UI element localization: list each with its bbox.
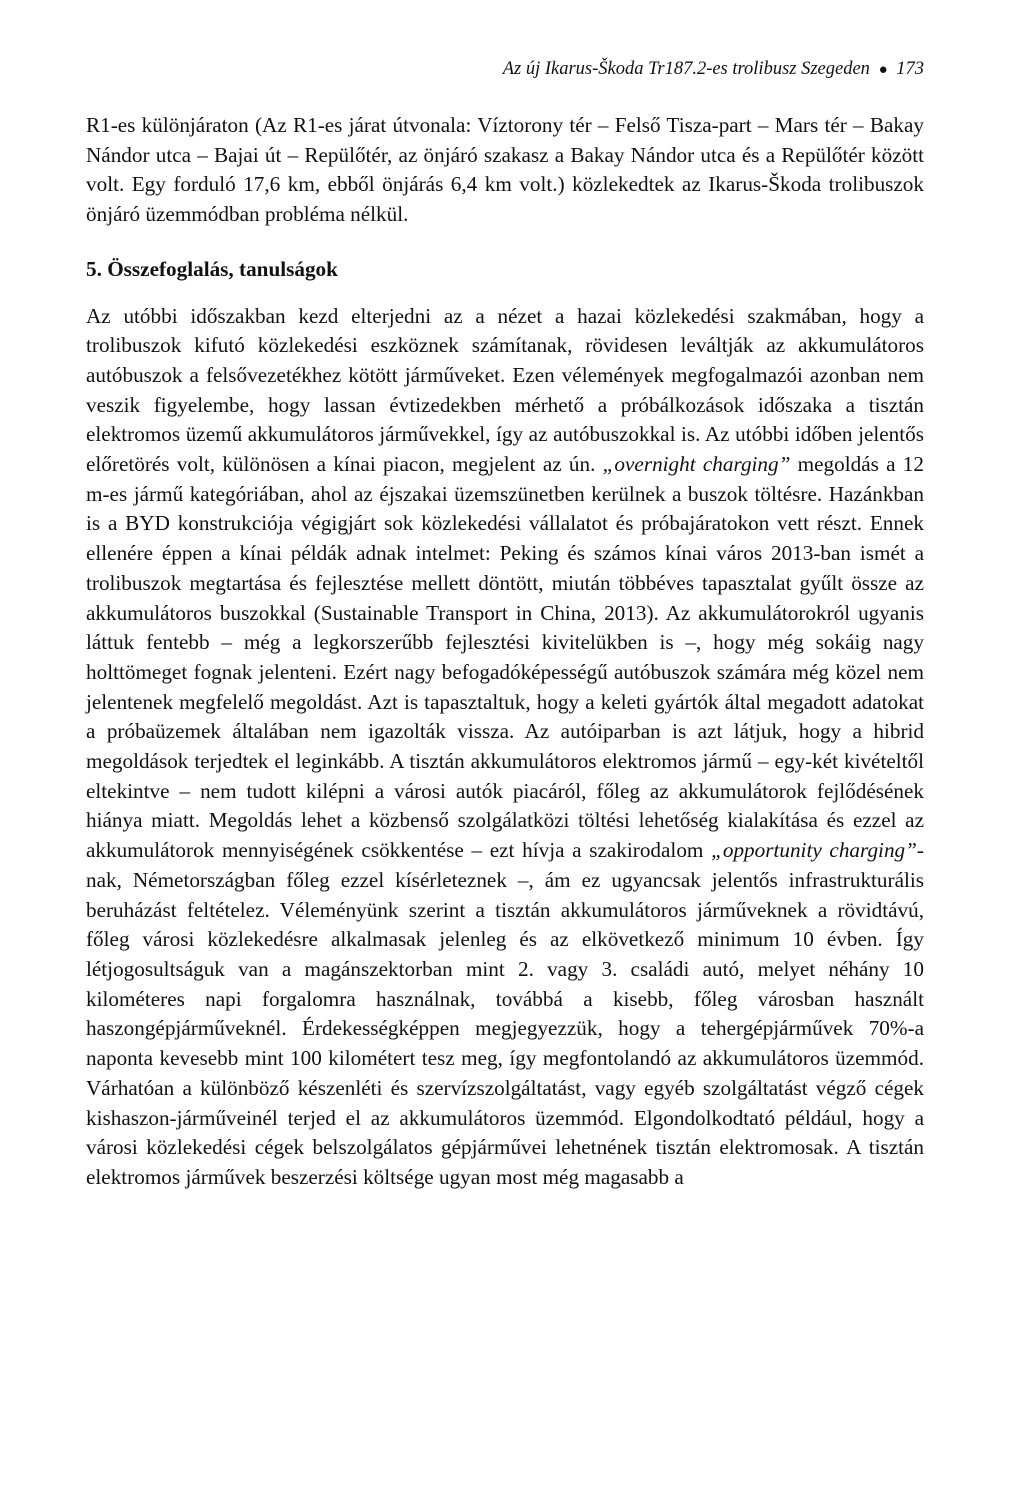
running-head [86, 56, 924, 83]
running-head-title: Az új Ikarus-Škoda Tr187.2-es trolibusz Szegeden [502, 59, 870, 79]
section-heading: 5. Összefoglalás, tanulságok [86, 256, 338, 281]
paragraph-summary [86, 302, 924, 1193]
paragraph-summary-part-2: megoldás a 12 m-es jármű kategóriában, ahol az éjszakai üzemszünetben kerülnek a buszok töltésre. Hazánkban is a BYD konstrukciója végigjárt sok közlekedési vállalatot és próbajáratokon vett részt. Ennek ellenére éppen a kínai példák adnak intelmet: Peking és számos kínai város 2013-ban ismét a trolibuszok megtartása és fejlesztése mellett döntött, miután többéves tapasztalat gyűlt össze az akkumulátoros buszokkal (Sustainable Transport in China, 2013). Az akkumulátorokról ugyanis láttuk fentebb – még a legkorszerűbb fejlesztési kivitelükben is –, hogy még sokáig nagy holttömeget fognak jelenteni. Ezért nagy befogadóképességű autóbuszok számára még közel nem jelentenek megfelelő megoldást. Azt is tapasztaltuk, hogy a keleti gyártók által megadott adatokat a próbaüzemek általában nem igazolták vissza. Az autóiparban is azt látjuk, hogy a hibrid megoldások terjedtek el leginkább. A tisztán akkumulátoros elektromos jármű – egy-két kivételtől eltekintve – nem tudott kilépni a városi autók piacáról, főleg az akkumulátorok fejlődésének hiánya miatt. Megoldás lehet a közbenső szolgálatközi töltési lehetőség kialakítása és ezzel az akkumulátorok mennyiségének csökkentése – ezt hívja a szakirodalom [86, 452, 924, 863]
term-opportunity-charging: „opportunity charging” [711, 838, 917, 863]
paragraph-summary-part-1: Az utóbbi időszakban kezd elterjedni az a nézet a hazai közlekedési szakmában, hogy a trolibuszok kifutó közlekedési eszköznek számítanak, rövidesen leváltják az akkumulátoros autóbuszok a felsővezetékhez kötött járműveket. Ezen vélemények megfogalmazói azonban nem veszik figyelembe, hogy lassan évtizedekben mérhető a próbálkozások időszaka a tisztán elektromos üzemű akkumulátoros járművekkel, így az autóbuszokkal is. Az utóbbi időben jelentős előretörés volt, különösen a kínai piacon, megjelent az ún. [86, 303, 924, 477]
paragraph-r1-route: R1-es különjáraton (Az R1-es járat útvonala: Víztorony tér – Felső Tisza-part – Mars tér – Bakay Nándor utca – Bajai út – Repülőtér, az önjáró szakasz a Bakay Nándor utca és a Repülőtér között volt. Egy forduló 17,6 km, ebből önjárás 6,4 km volt.) közlekedtek az Ikarus-Škoda trolibuszok önjáró üzemmódban probléma nélkül. [86, 113, 924, 227]
term-overnight-charging: „overnight charging” [602, 452, 791, 477]
paragraph-summary-part-3: -nak, Németországban főleg ezzel kísérleteznek –, ám ez ugyancsak jelentős infrastrukturális beruházást feltételez. Véleményünk szerint a tisztán akkumulátoros járműveknek a rövidtávú, főleg városi közlekedésre alkalmasak jelenleg és az elkövetkező minimum 10 évben. Így létjogosultságuk van a magánszektorban mint 2. vagy 3. családi autó, melyet néhány 10 kilométeres napi forgalomra használnak, továbbá a kisebb, főleg városban használt haszongépjárműveknél. Érdekességképpen megjegyezzük, hogy a tehergépjárművek 70%-a naponta kevesebb mint 100 kilométert tesz meg, így megfontolandó az akkumulátoros üzemmód. Várhatóan a különböző készenléti és szervízszolgáltatást, vagy egyéb szolgáltatást végző cégek kishaszon-járműveinél terjed el az akkumulátoros üzemmód. Elgondolkodtató például, hogy a városi közlekedési cégek belszolgálatos gépjárművei lehetnének tisztán elektromosak. A tisztán elektromos járművek beszerzési költsége ugyan most még magasabb a [86, 838, 924, 1189]
page-number: 173 [896, 59, 924, 79]
page [86, 56, 924, 1193]
bullet-icon: ● [878, 62, 888, 78]
